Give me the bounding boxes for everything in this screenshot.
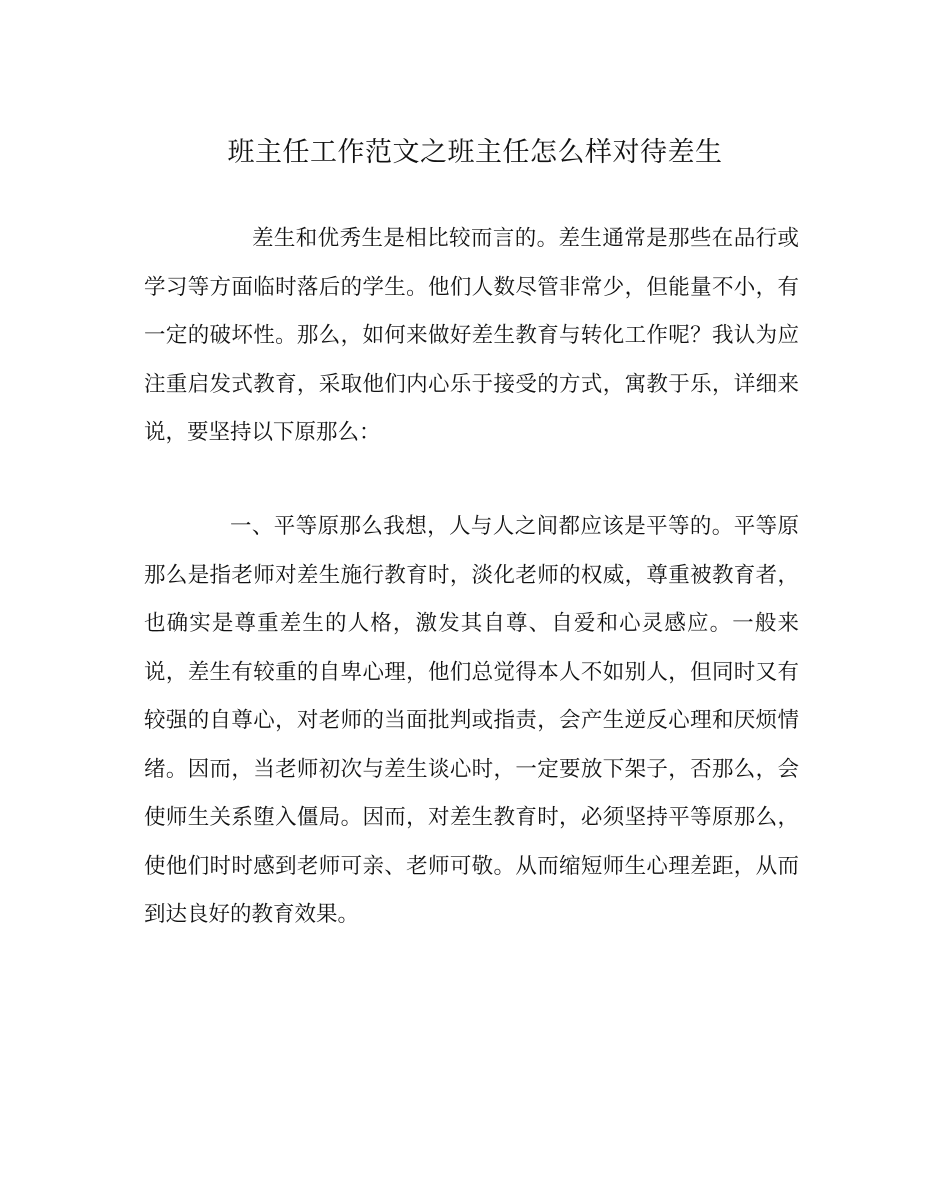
paragraph-equality-principle: 一、平等原那么我想，人与人之间都应该是平等的。平等原那么是指老师对差生施行教育时，淡化老师的权威，尊重被教育者，也确实是尊重差生的人格，激发其自尊、自爱和心灵感应。一般来说，差生有较重的自卑心理，他们总觉得本人不如别人，但同时又有较强的自尊心，对老师的当面批判或指责，会产生逆反心理和厌烦情绪。因而，当老师初次与差生谈心时，一定要放下架子，否那么，会使师生关系堕入僵局。因而，对差生教育时，必须坚持平等原那么，使他们时时感到老师可亲、老师可敬。从而缩短师生心理差距，从而到达良好的教育效果。 — [144, 514, 799, 927]
document-title: 班主任工作范文之班主任怎么样对待差生 — [227, 137, 723, 168]
paragraph-intro: 差生和优秀生是相比较而言的。差生通常是那些在品行或学习等方面临时落后的学生。他们人数尽管非常少，但能量不小，有一定的破坏性。那么，如何来做好差生教育与转化工作呢？我认为应注重启发式教育，采取他们内心乐于接受的方式，寓教于乐，详细来说，要坚持以下原那么： — [144, 226, 799, 445]
